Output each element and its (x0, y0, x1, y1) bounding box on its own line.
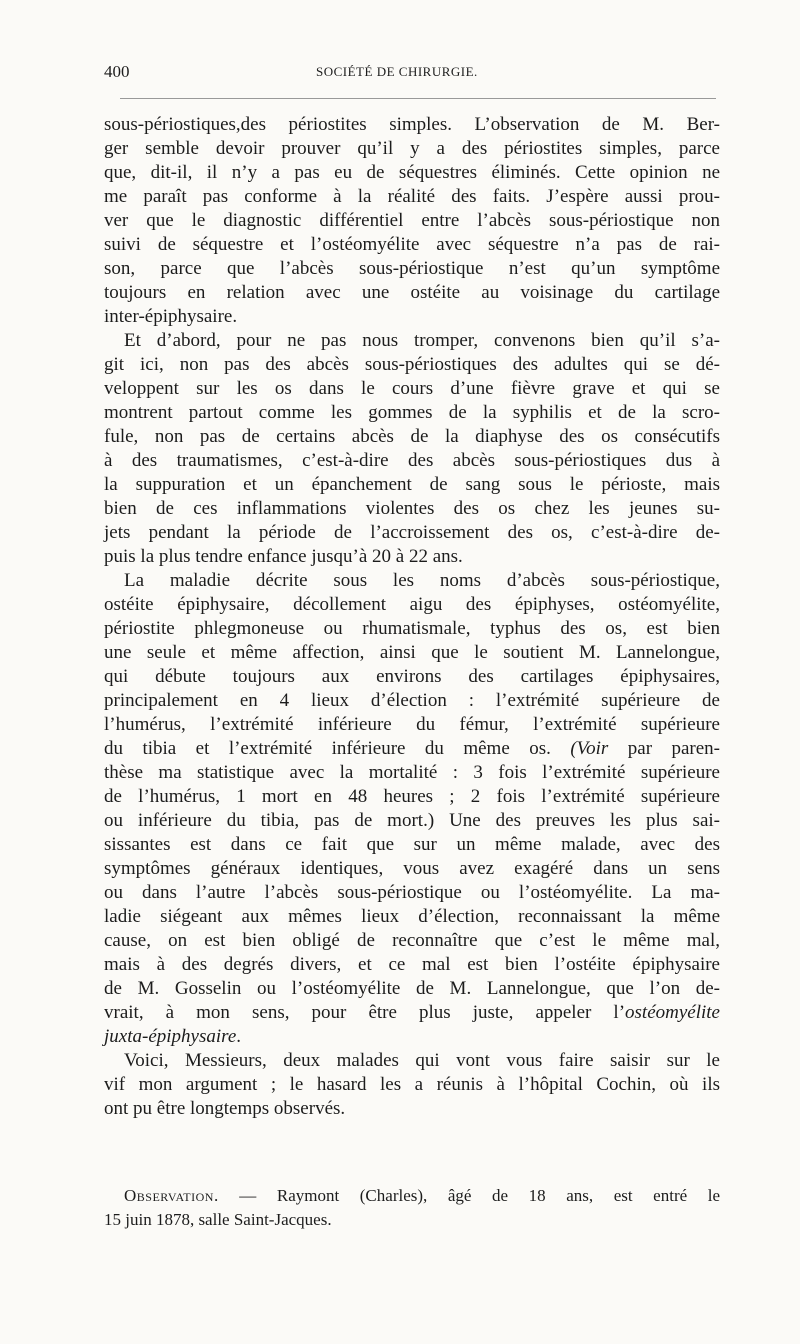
text-line: l’humérus, l’extrémité inférieure du fémur, l’extrémité supérieure (104, 714, 720, 735)
text-line: une seule et même affection, ainsi que le soutient M. Lannelongue, (104, 642, 720, 663)
text-line: que, dit-il, il n’y a pas eu de séquestres éliminés. Cette opinion ne (104, 162, 720, 183)
text-segment: vrait, à mon sens, pour être plus juste, appeler l’ (104, 1002, 626, 1023)
text-line: de M. Gosselin ou l’ostéomyélite de M. Lannelongue, que l’on de- (104, 978, 720, 999)
text-segment: du tibia et l’extrémité inférieure du même os. (104, 738, 551, 759)
text-line: cause, on est bien obligé de reconnaître que c’est le même mal, (104, 930, 720, 951)
text-line: son, parce que l’abcès sous-périostique n’est qu’un symptôme (104, 258, 720, 279)
text-line: toujours en relation avec une ostéite au voisinage du cartilage (104, 282, 720, 303)
italic-term: ostéomyélite (625, 1002, 720, 1023)
paragraph-start-line: Voici, Messieurs, deux malades qui vont vous faire saisir sur le (124, 1050, 720, 1071)
text-line: puis la plus tendre enfance jusqu’à 20 à 22 ans. (104, 546, 463, 567)
observation-text: Raymont (Charles), âgé de 18 ans, est entré le (276, 1186, 720, 1205)
text-line: veloppent sur les os dans le cours d’une fièvre grave et qui se (104, 378, 720, 399)
text-line: périostite phlegmoneuse ou rhumatismale, typhus des os, est bien (104, 618, 720, 639)
paragraph-start-line: La maladie décrite sous les noms d’abcès sous-périostique, (124, 570, 720, 591)
text-line: de l’humérus, 1 mort en 48 heures ; 2 fois l’extrémité supérieure (104, 786, 720, 807)
text-line: sous-périostiques,des périostites simples. L’observation de M. Ber- (104, 114, 720, 135)
text-line: bien de ces inflammations violentes des os chez les jeunes su- (104, 498, 720, 519)
text-line: symptômes généraux identiques, vous avez exagéré dans un sens (104, 858, 720, 879)
text-line: qui débute toujours aux environs des cartilages épiphysaires, (104, 666, 720, 687)
italic-term: juxta-épiphysaire (104, 1026, 237, 1047)
text-line: sissantes est dans ce fait que sur un même malade, avec des (104, 834, 720, 855)
text-segment: . (236, 1026, 242, 1047)
observation-dash: — (218, 1186, 277, 1205)
text-line: inter-épiphysaire. (104, 306, 238, 327)
text-line: ont pu être longtemps observés. (104, 1098, 346, 1119)
text-line: montrent partout comme les gommes de la syphilis et de la scro- (104, 402, 720, 423)
page-number: 400 (104, 62, 130, 81)
text-line: fule, non pas de certains abcès de la diaphyse des os consécutifs (104, 426, 720, 447)
observation-line (104, 1184, 720, 1208)
text-line: ver que le diagnostic différentiel entre l’abcès sous-périostique non (104, 210, 720, 231)
text-line: thèse ma statistique avec la mortalité : 3 fois l’extrémité supérieure (104, 762, 720, 783)
text-line: à des traumatismes, c’est-à-dire des abcès sous-périostiques dus à (104, 450, 720, 471)
text-line: principalement en 4 lieux d’élection : l’extrémité supérieure de (104, 690, 720, 711)
text-line: ger semble devoir prouver qu’il y a des périostites simples, parce (104, 138, 720, 159)
text-line-italic-term (104, 1025, 720, 1049)
observation-block (104, 1184, 720, 1232)
text-line: jets pendant la période de l’accroissement des os, c’est-à-dire de- (104, 522, 720, 543)
page-header (104, 62, 720, 88)
text-line: ou dans l’autre l’abcès sous-périostique ou l’ostéomyélite. La ma- (104, 882, 720, 903)
observation-label: Observation. (124, 1186, 219, 1205)
text-line: suivi de séquestre et l’ostéomyélite avec séquestre n’a pas de rai- (104, 234, 720, 255)
voir-italic: (Voir (570, 738, 609, 759)
paragraph-start-line: Et d’abord, pour ne pas nous tromper, convenons bien qu’il s’a- (124, 330, 720, 351)
running-head: SOCIÉTÉ DE CHIRURGIE. (316, 64, 478, 79)
text-line-with-voir (104, 737, 720, 761)
text-line: mais à des degrés divers, et ce mal est bien l’ostéite épiphysaire (104, 954, 720, 975)
text-line: ostéite épiphysaire, décollement aigu des épiphyses, ostéomyélite, (104, 594, 720, 615)
header-rule (120, 98, 716, 99)
text-line: me paraît pas conforme à la réalité des faits. J’espère aussi prou- (104, 186, 720, 207)
text-line-with-term (104, 1001, 720, 1025)
text-line: vif mon argument ; le hasard les a réunis à l’hôpital Cochin, où ils (104, 1074, 720, 1095)
text-line: la suppuration et un épanchement de sang sous le périoste, mais (104, 474, 720, 495)
observation-line: 15 juin 1878, salle Saint-Jacques. (104, 1210, 332, 1229)
text-line: git ici, non pas des abcès sous-périostiques des adultes qui se dé- (104, 354, 720, 375)
text-segment: par paren- (608, 738, 721, 759)
body-text (104, 113, 720, 1121)
text-line: ou inférieure du tibia, pas de mort.) Une des preuves les plus sai- (104, 810, 720, 831)
text-line: ladie siégeant aux mêmes lieux d’élection, reconnaissant la même (104, 906, 720, 927)
